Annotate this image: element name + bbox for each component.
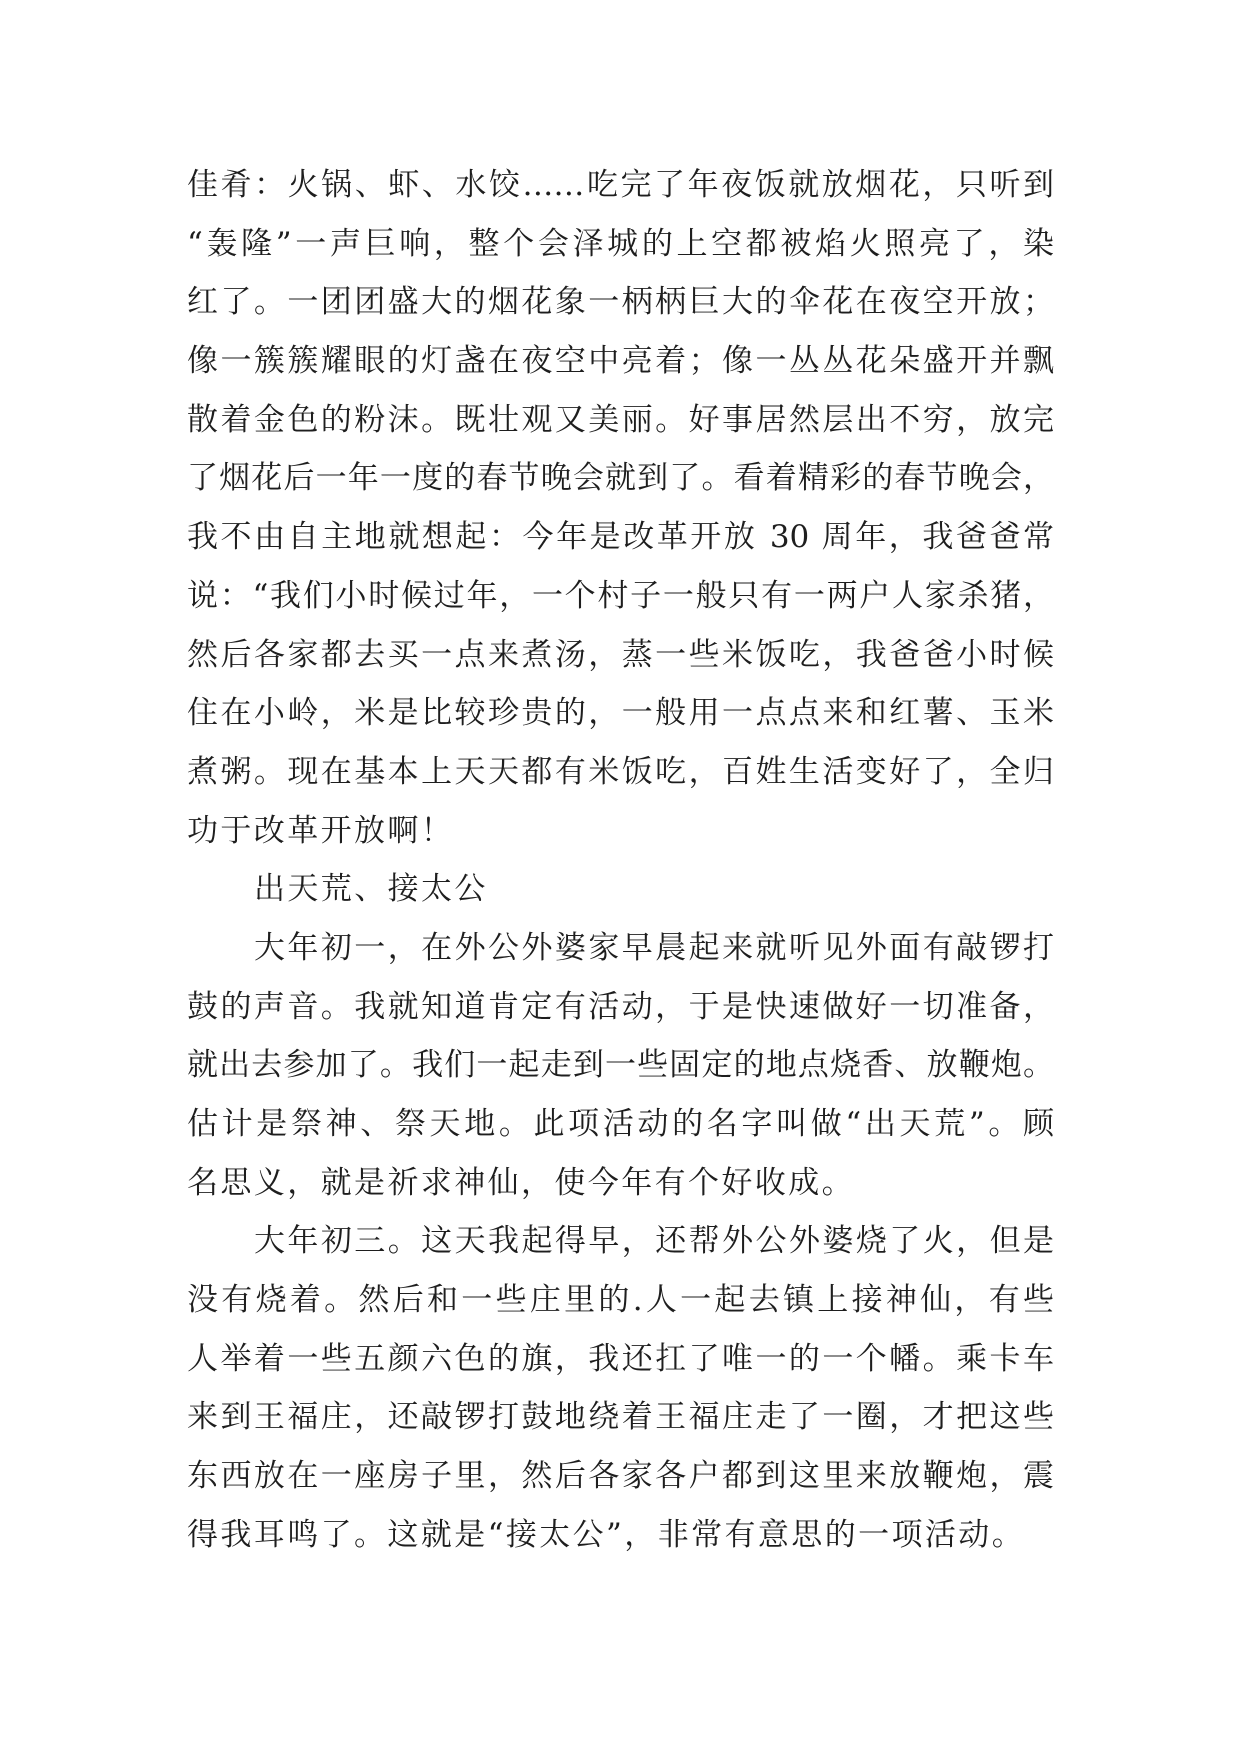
text-line: 红了。一团团盛大的烟花象一柄柄巨大的伞花在夜空开放； [187,284,1054,321]
text-line: 了烟花后一年一度的春节晚会就到了。看着精彩的春节晚会， [187,460,1054,497]
text-line: 我不由自主地就想起：今年是改革开放 30 周年，我爸爸常 [187,519,1054,556]
text-line: 就出去参加了。我们一起走到一些固定的地点烧香、放鞭炮。 [187,1047,1054,1084]
paragraph [187,919,1054,1212]
text-line: 煮粥。现在基本上天天都有米饭吃，百姓生活变好了，全归 [187,753,1054,790]
section-heading [187,860,1054,919]
text-line: 鼓的声音。我就知道肯定有活动，于是快速做好一切准备， [187,988,1054,1025]
paragraph [187,156,1054,860]
text-line: 大年初三。这天我起得早，还帮外公外婆烧了火，但是 [254,1223,1054,1260]
paragraph [187,1212,1054,1564]
text-line: 名思义，就是祈求神仙，使今年有个好收成。 [187,1164,855,1201]
text-line: 散着金色的粉沫。既壮观又美丽。好事居然层出不穷，放完 [187,401,1054,438]
text-line: 估计是祭神、祭天地。此项活动的名字叫做“出天荒”。顾 [187,1106,1054,1142]
text-line: 功于改革开放啊！ [187,812,455,849]
section-heading-text: 出天荒、接太公 [254,871,488,908]
document-body [187,156,1054,1565]
text-line: 东西放在一座房子里，然后各家各户都到这里来放鞭炮，震 [187,1458,1054,1495]
text-line: 住在小岭，米是比较珍贵的，一般用一点点来和红薯、玉米 [187,695,1054,732]
text-line: 像一簇簇耀眼的灯盏在夜空中亮着；像一丛丛花朵盛开并飘 [187,343,1054,380]
text-line: 没有烧着。然后和一些庄里的.人一起去镇上接神仙，有些 [187,1282,1054,1319]
text-line: 大年初一，在外公外婆家早晨起来就听见外面有敲锣打 [254,929,1054,966]
text-line: 说：“我们小时候过年，一个村子一般只有一两户人家杀猪， [187,577,1054,614]
text-line: 佳肴：火锅、虾、水饺……吃完了年夜饭就放烟花，只听到 [187,167,1054,203]
text-line: “轰隆”一声巨响，整个会泽城的上空都被焰火照亮了，染 [187,225,1054,262]
text-line: 得我耳鸣了。这就是“接太公”，非常有意思的一项活动。 [187,1516,1026,1553]
text-line: 然后各家都去买一点来煮汤，蒸一些米饭吃，我爸爸小时候 [187,636,1054,673]
text-line: 来到王福庄，还敲锣打鼓地绕着王福庄走了一圈，才把这些 [187,1399,1054,1436]
text-line: 人举着一些五颜六色的旗，我还扛了唯一的一个幡。乘卡车 [187,1340,1054,1377]
